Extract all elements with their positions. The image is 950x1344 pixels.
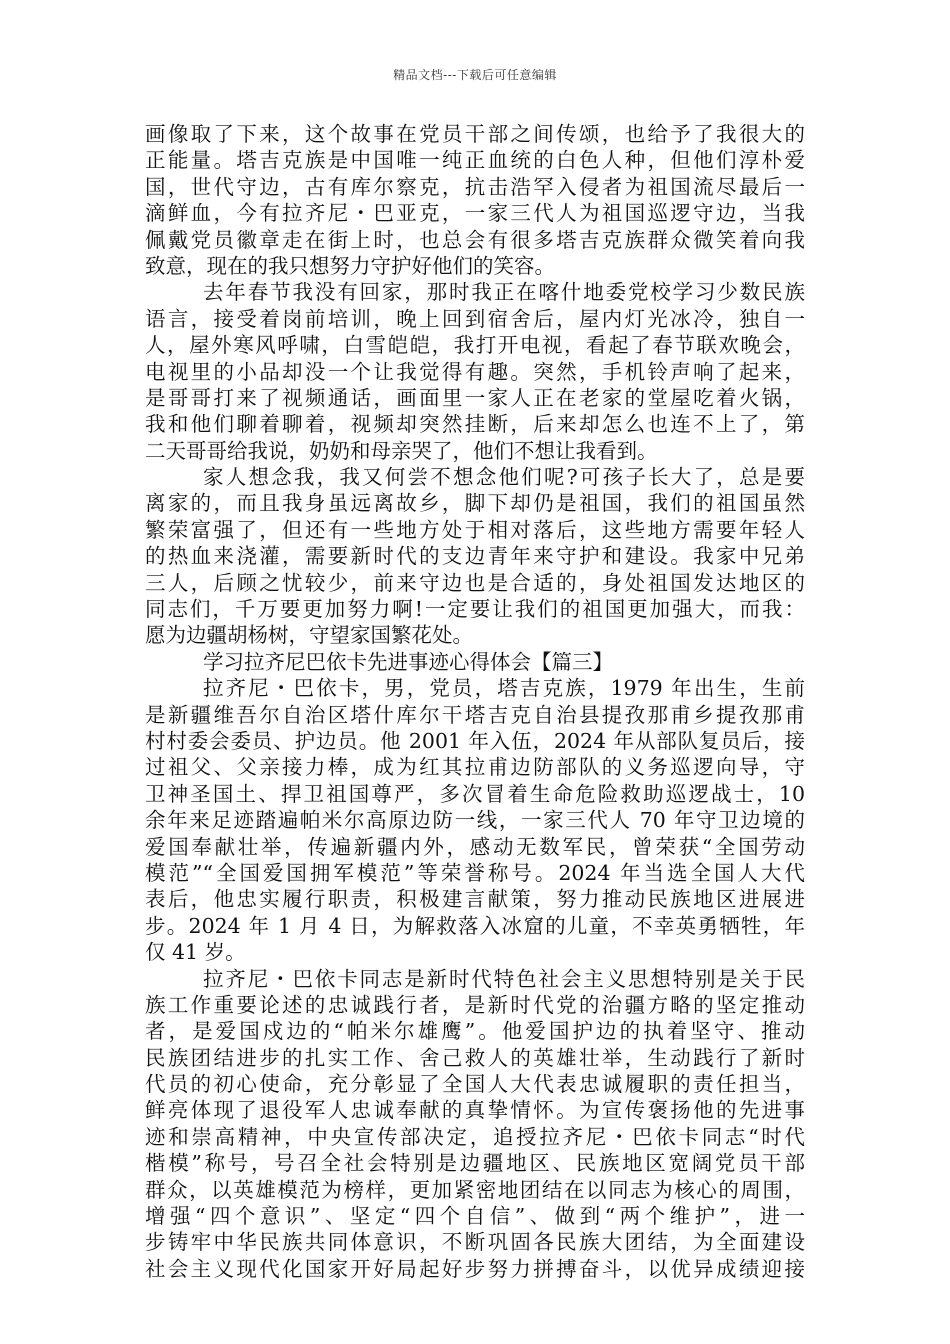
text-line: 佩戴党员徽章走在街上时，也总会有很多塔吉克族群众微笑着向我 bbox=[145, 227, 805, 252]
paragraph bbox=[145, 279, 805, 464]
text-line: 增强“四个意识”、坚定“四个自信”、做到“两个维护”，进一 bbox=[145, 1204, 805, 1229]
text-line: 三人，后顾之忧较少，前来守边也是合适的，身处祖国发达地区的 bbox=[145, 570, 805, 595]
text-line: 愿为边疆胡杨树，守望家国繁花处。 bbox=[145, 623, 473, 648]
section-heading bbox=[145, 649, 805, 675]
text-line: 爱国奉献壮举，传遍新疆内外，感动无数军民，曾荣获“全国劳动 bbox=[145, 834, 805, 859]
text-line: 拉齐尼・巴依卡同志是新时代特色社会主义思想特别是关于民 bbox=[203, 966, 805, 991]
text-line: 社会主义现代化国家开好局起好步努力拼搏奋斗，以优异成绩迎接 bbox=[145, 1256, 805, 1281]
text-line: 民族团结进步的扎实工作、舍己救人的英雄壮举，生动践行了新时 bbox=[145, 1045, 805, 1070]
text-line: 人，屋外寒风呼啸，白雪皑皑，我打开电视，看起了春节联欢晚会， bbox=[145, 333, 805, 358]
text-line: 拉齐尼・巴依卡，男，党员，塔吉克族，1979 年出生，生前 bbox=[203, 676, 805, 701]
text-line: 群众，以英雄模范为榜样，更加紧密地团结在以同志为核心的周围， bbox=[145, 1177, 805, 1202]
text-line: 代员的初心使命，充分彰显了全国人大代表忠诚履职的责任担当， bbox=[145, 1072, 805, 1097]
text-line: 过祖父、父亲接力棒，成为红其拉甫边防部队的义务巡逻向导，守 bbox=[145, 755, 805, 780]
text-line: 画像取了下来，这个故事在党员干部之间传颂，也给予了我很大的 bbox=[145, 122, 805, 146]
text-line: 电视里的小品却没一个让我觉得有趣。突然，手机铃声响了起来， bbox=[145, 359, 805, 384]
text-line: 繁荣富强了，但还有一些地方处于相对落后，这些地方需要年轻人 bbox=[145, 517, 805, 542]
text-line: 迹和崇高精神，中央宣传部决定，追授拉齐尼・巴依卡同志“时代 bbox=[145, 1124, 805, 1149]
paragraph bbox=[145, 464, 805, 649]
paragraph bbox=[145, 675, 805, 965]
text-line: 模范”“全国爱国拥军模范”等荣誉称号。2024 年当选全国人大代 bbox=[145, 860, 805, 885]
text-line: 致意，现在的我只想努力守护好他们的笑容。 bbox=[145, 253, 555, 278]
text-line: 表后，他忠实履行职责，积极建言献策，努力推动民族地区进展进 bbox=[145, 887, 805, 912]
text-line: 二天哥哥给我说，奶奶和母亲哭了，他们不想让我看到。 bbox=[145, 438, 658, 463]
text-line: 楷模”称号，号召全社会特别是边疆地区、民族地区宽阔党员干部 bbox=[145, 1151, 805, 1176]
paragraph bbox=[145, 966, 805, 1283]
text-line: 正能量。塔吉克族是中国唯一纯正血统的白色人种，但他们淳朴爱 bbox=[145, 148, 805, 173]
page-header: 精品文档---下载后可任意编辑 bbox=[393, 68, 557, 82]
text-line: 去年春节我没有回家，那时我正在喀什地委党校学习少数民族 bbox=[203, 280, 805, 305]
heading-line: 学习拉齐尼巴依卡先进事迹心得体会【篇三】 bbox=[203, 649, 613, 674]
text-line: 步。2024 年 1 月 4 日，为解救落入冰窟的儿童，不幸英勇牺牲，年 bbox=[145, 913, 805, 938]
text-line: 仅 41 岁。 bbox=[145, 940, 246, 965]
text-line: 是哥哥打来了视频通话，画面里一家人正在老家的堂屋吃着火锅， bbox=[145, 385, 805, 410]
document-body bbox=[145, 121, 805, 1282]
text-line: 步铸牢中华民族共同体意识，不断巩固各民族大团结，为全面建设 bbox=[145, 1230, 805, 1255]
text-line: 的热血来浇灌，需要新时代的支边青年来守护和建设。我家中兄弟 bbox=[145, 544, 805, 569]
text-line: 村村委会委员、护边员。他 2001 年入伍，2024 年从部队复员后，接 bbox=[145, 728, 805, 753]
text-line: 离家的，而且我身虽远离故乡，脚下却仍是祖国，我们的祖国虽然 bbox=[145, 491, 805, 516]
text-line: 我和他们聊着聊着，视频却突然挂断，后来却怎么也连不上了，第 bbox=[145, 412, 805, 437]
text-line: 族工作重要论述的忠诚践行者，是新时代党的治疆方略的坚定推动 bbox=[145, 992, 805, 1017]
text-line: 国，世代守边，古有库尔察克，抗击浩罕入侵者为祖国流尽最后一 bbox=[145, 174, 805, 199]
paragraph bbox=[145, 121, 805, 279]
text-line: 卫神圣国土、捍卫祖国尊严，多次冒着生命危险救助巡逻战士，10 bbox=[145, 781, 805, 806]
text-line: 是新疆维吾尔自治区塔什库尔干塔吉克自治县提孜那甫乡提孜那甫 bbox=[145, 702, 805, 727]
text-line: 家人想念我，我又何尝不想念他们呢?可孩子长大了，总是要 bbox=[203, 465, 805, 490]
text-line: 者，是爱国戍边的“帕米尔雄鹰”。他爱国护边的执着坚守、推动 bbox=[145, 1019, 805, 1044]
text-line: 余年来足迹踏遍帕米尔高原边防一线，一家三代人 70 年守卫边境的 bbox=[145, 808, 805, 833]
text-line: 鲜亮体现了退役军人忠诚奉献的真挚情怀。为宣传褒扬他的先进事 bbox=[145, 1098, 805, 1123]
text-line: 同志们，千万要更加努力啊!一定要让我们的祖国更加强大，而我： bbox=[145, 597, 805, 622]
text-line: 语言，接受着岗前培训，晚上回到宿舍后，屋内灯光冰冷，独自一 bbox=[145, 306, 805, 331]
text-line: 滴鲜血，今有拉齐尼・巴亚克，一家三代人为祖国巡逻守边，当我 bbox=[145, 201, 805, 226]
